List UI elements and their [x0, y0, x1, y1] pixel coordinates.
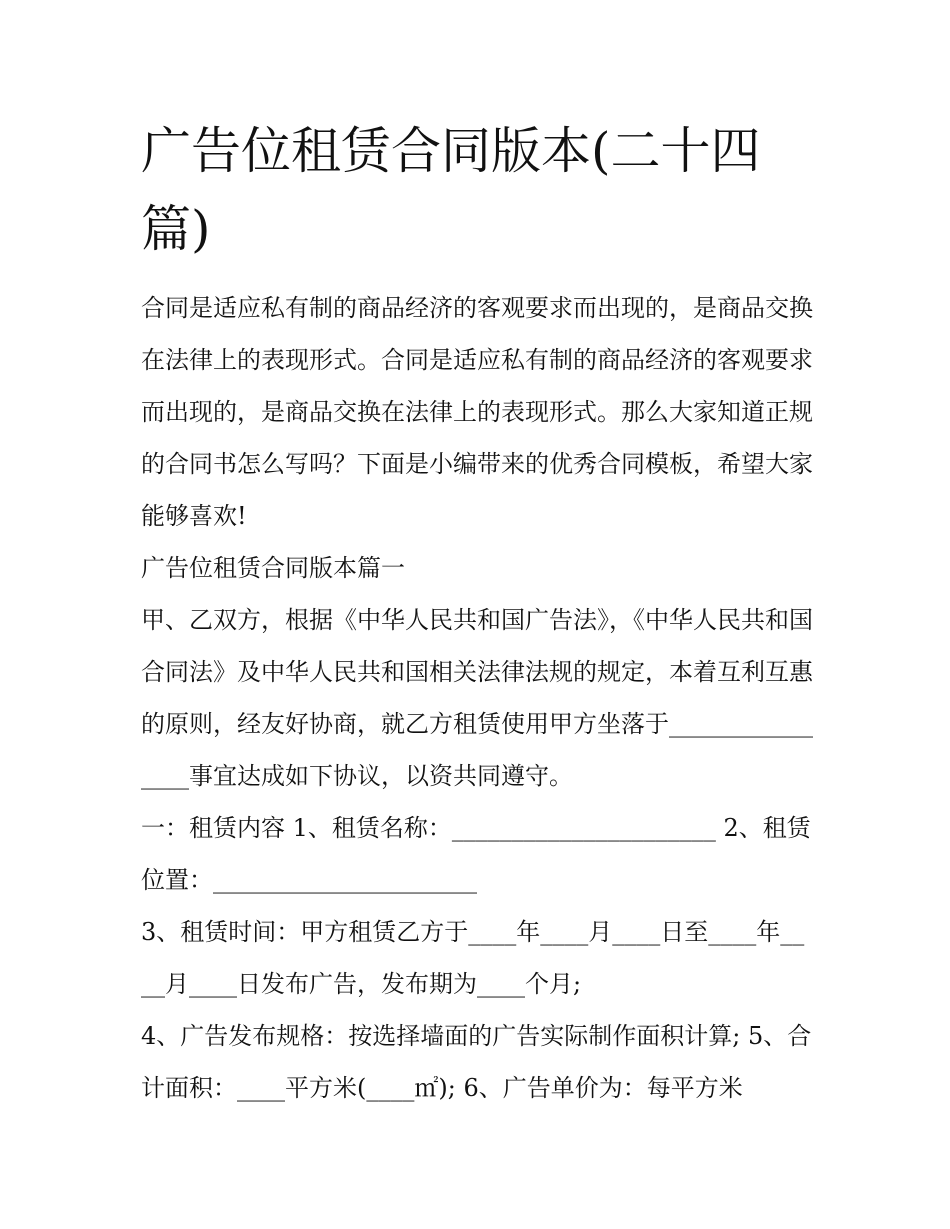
- intro-paragraph: 合同是适应私有制的商品经济的客观要求而出现的，是商品交换在法律上的表现形式。合同是适应私有制的商品经济的客观要求而出现的，是商品交换在法律上的表现形式。那么大家知道正规的合同书怎么写吗？下面是小编带来的优秀合同模板，希望大家能够喜欢!: [141, 294, 813, 530]
- section-heading: 广告位租赁合同版本篇一: [141, 554, 405, 582]
- document-title: 广告位租赁合同版本(二十四篇): [141, 122, 761, 258]
- preamble-paragraph: 甲、乙双方，根据《中华人民共和国广告法》，《中华人民共和国合同法》及中华人民共和国相关法律法规的规定，本着互利互惠的原则，经友好协商，就乙方租赁使用甲方坐落于________________事宜达成如下协议，以资共同遵守。: [141, 606, 813, 790]
- document-body: [141, 112, 813, 1114]
- lease-time-paragraph: 3、租赁时间：甲方租赁乙方于____年____月____日至____年____月____日发布广告，发布期为____个月;: [141, 918, 805, 998]
- ad-spec-paragraph: 4、广告发布规格：按选择墙面的广告实际制作面积计算; 5、合计面积：____平方米(____㎡); 6、广告单价为：每平方米: [141, 1022, 812, 1102]
- lease-content-paragraph: 一：租赁内容 1、租赁名称：______________________ 2、租赁位置：______________________: [141, 814, 811, 894]
